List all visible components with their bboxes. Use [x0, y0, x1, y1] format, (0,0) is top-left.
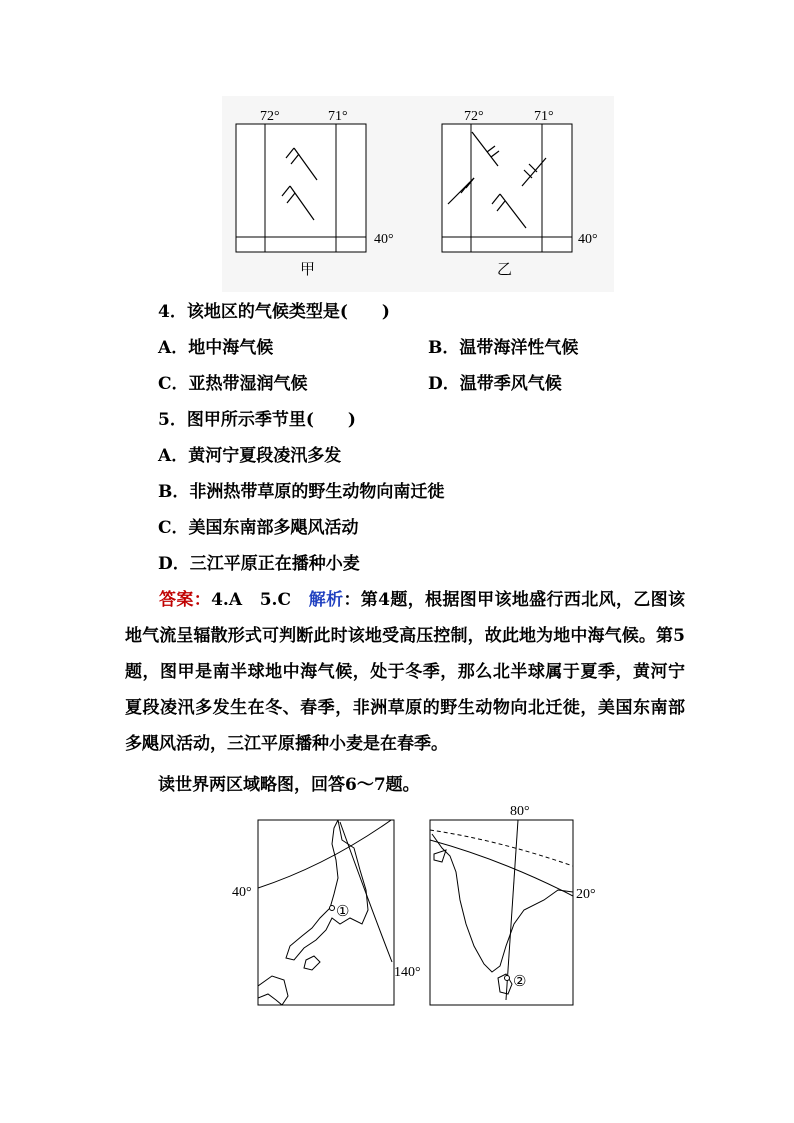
intro-6-7: 读世界两区域略图，回答6～7题。	[158, 775, 420, 795]
lon-label: 140°	[394, 965, 421, 980]
map-south-asia-region	[430, 804, 596, 1005]
point-icon	[505, 976, 510, 981]
q5-option-c: C．美国东南部多飓风活动	[158, 518, 359, 538]
map-caption: 甲	[300, 262, 316, 278]
lat-label: 20°	[576, 887, 596, 902]
question-5-stem: 5．图甲所示季节里( )	[158, 410, 356, 430]
q5-option-a: A．黄河宁夏段凌汛多发	[158, 446, 342, 466]
question-4-stem: 4．该地区的气候类型是( )	[158, 302, 390, 322]
lat-label: 40°	[578, 232, 598, 247]
answer-analysis: 答案：4.A 5.C 解析：第4题，根据图甲该地盛行西北风，乙图该地气流呈辐散形式可判断此时该地受高压控制，故此地为地中海气候。第5题，图甲是南半球地中海气候，处于冬季，那么北半球属于夏季，黄河宁夏段凌汛多发生在冬、春季，非洲草原的野生动物向北迁徙，美国东南部多飓风活动，三江平原播种小麦是在春季。	[125, 590, 686, 754]
map-caption: 乙	[497, 262, 513, 278]
lat-label: 40°	[374, 232, 394, 247]
lon-label: 80°	[510, 804, 530, 819]
marker-1: ①	[336, 904, 350, 920]
q4-option-c: C．亚热带湿润气候	[158, 374, 308, 394]
lon-label: 72°	[260, 109, 280, 124]
lon-label: 71°	[328, 109, 348, 124]
q5-option-d: D．三江平原正在播种小麦	[158, 554, 360, 574]
q5-option-b: B．非洲热带草原的野生动物向南迁徙	[158, 482, 445, 502]
lon-label: 72°	[464, 109, 484, 124]
q4-option-d: D．温带季风气候	[428, 374, 562, 394]
region-map-figure	[228, 800, 608, 1010]
lon-label: 71°	[534, 109, 554, 124]
map-japan-region	[232, 818, 421, 1005]
q4-option-b: B．温带海洋性气候	[428, 338, 579, 358]
point-icon	[330, 906, 335, 911]
lat-label: 40°	[232, 885, 252, 900]
q4-option-a: A．地中海气候	[158, 338, 274, 358]
wind-map-figure	[222, 96, 614, 292]
marker-2: ②	[513, 974, 527, 990]
